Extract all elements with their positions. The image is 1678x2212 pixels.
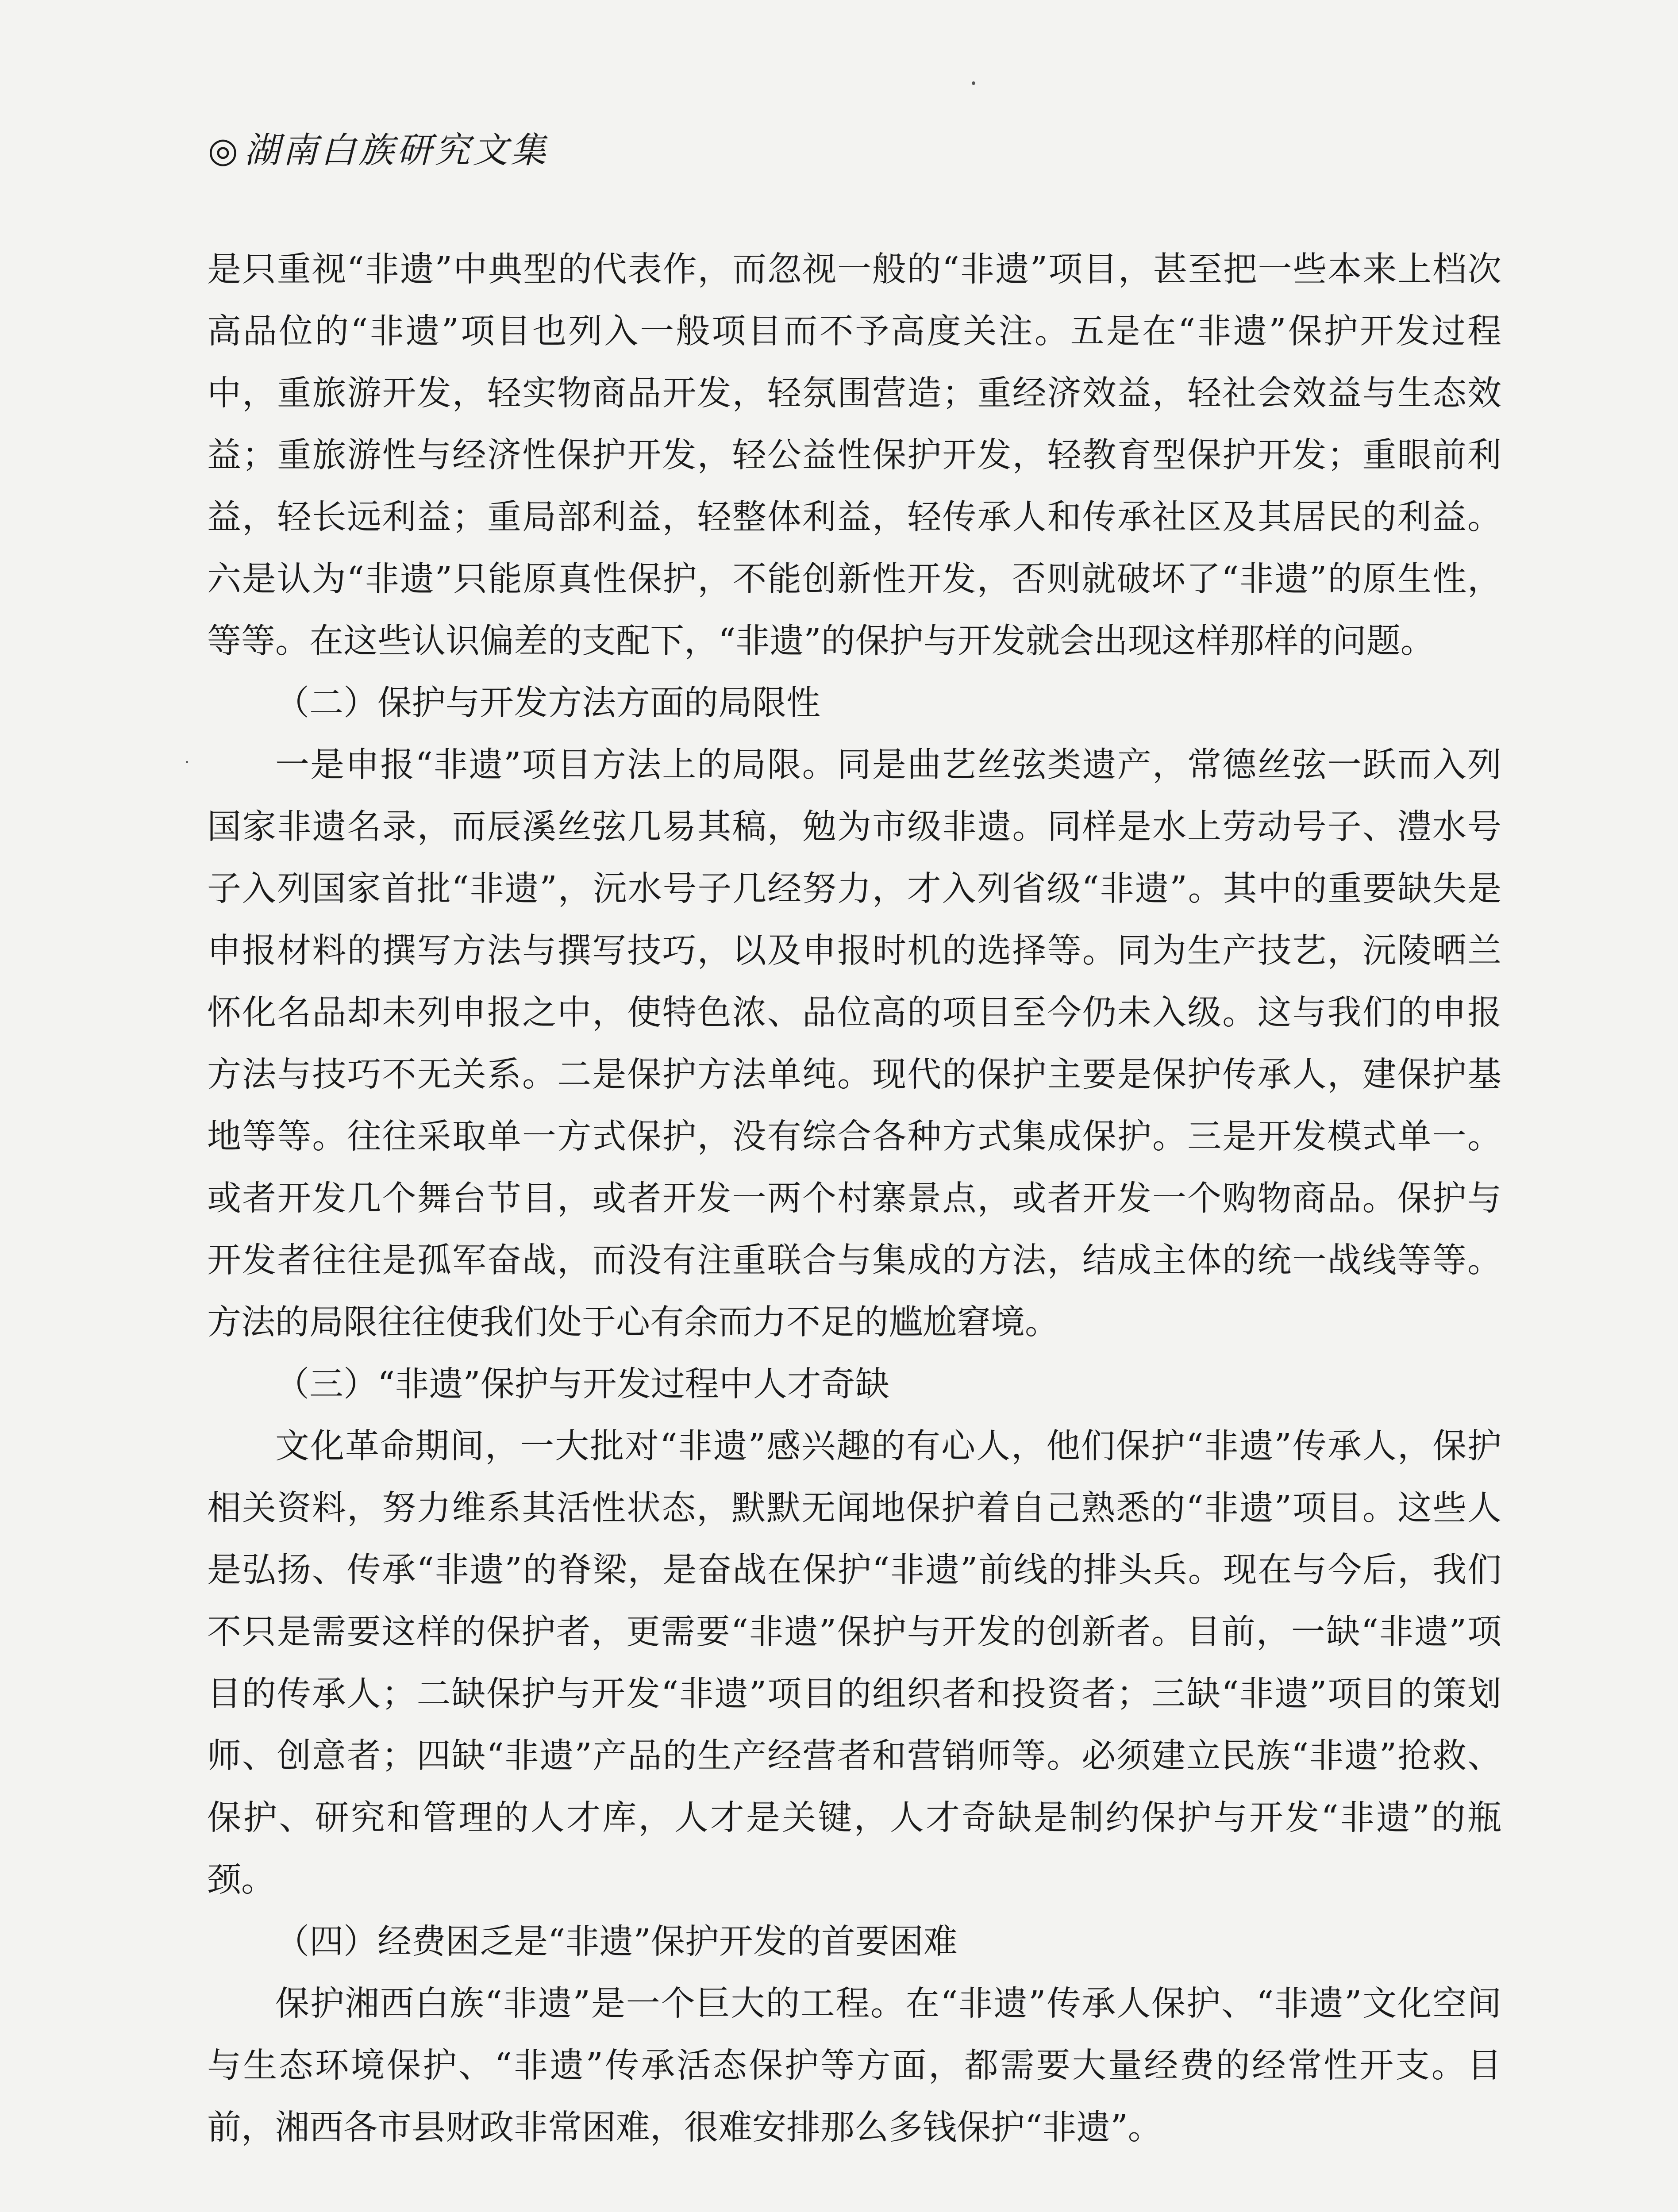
scan-speck [186,761,188,763]
running-header [208,130,549,171]
section-heading: （三）“非遗”保护与开发过程中人才奇缺 [275,1365,889,1404]
section-heading: （四）经费困乏是“非遗”保护开发的首要困难 [275,1922,958,1962]
body-text [207,239,1501,2159]
paragraph: 保护湘西白族“非遗”是一个巨大的工程。在“非遗”传承人保护、“非遗”文化空间与生态环境保护、“非遗”传承活态保护等方面，都需要大量经费的经常性开支。目前，湘西各市县财政非常困难，很难安排那么多钱保护“非遗”。 [207,1984,1501,2147]
paragraph: 文化革命期间，一大批对“非遗”感兴趣的有心人，他们保护“非遗”传承人，保护相关资料，努力维系其活性状态，默默无闻地保护着自己熟悉的“非遗”项目。这些人是弘扬、传承“非遗”的脊梁，是奋战在保护“非遗”前线的排头兵。现在与今后，我们不只是需要这样的保护者，更需要“非遗”保护与开发的创新者。目前，一缺“非遗”项目的传承人；二缺保护与开发“非遗”项目的组织者和投资者；三缺“非遗”项目的策划师、创意者；四缺“非遗”产品的生产经营者和营销师等。必须建立民族“非遗”抢救、保护、研究和管理的人才库，人才是关键，人才奇缺是制约保护与开发“非遗”的瓶颈。 [207,1427,1501,1900]
paragraph: 一是申报“非遗”项目方法上的局限。同是曲艺丝弦类遗产，常德丝弦一跃而入列国家非遗名录，而辰溪丝弦几易其稿，勉为市级非遗。同样是水上劳动号子、澧水号子入列国家首批“非遗”，沅水号子几经努力，才入列省级“非遗”。其中的重要缺失是申报材料的撰写方法与撰写技巧，以及申报时机的选择等。同为生产技艺，沅陵晒兰怀化名品却未列申报之中，使特色浓、品位高的项目至今仍未入级。这与我们的申报方法与技巧不无关系。二是保护方法单纯。现代的保护主要是保护传承人，建保护基地等等。往往采取单一方式保护，没有综合各种方式集成保护。三是开发模式单一。或者开发几个舞台节目，或者开发一两个村寨景点，或者开发一个购物商品。保护与开发者往往是孤军奋战，而没有注重联合与集成的方法，结成主体的统一战线等等。方法的局限往往使我们处于心有余而力不足的尴尬窘境。 [207,745,1501,1342]
bullseye-icon: ◎ [208,131,239,170]
book-title: 湖南白族研究文集 [244,130,549,171]
section-heading: （二）保护与开发方法方面的局限性 [275,684,820,723]
paragraph: 是只重视“非遗”中典型的代表作，而忽视一般的“非遗”项目，甚至把一些本来上档次高品位的“非遗”项目也列入一般项目而不予高度关注。五是在“非遗”保护开发过程中，重旅游开发，轻实物商品开发，轻氛围营造；重经济效益，轻社会效益与生态效益；重旅游性与经济性保护开发，轻公益性保护开发，轻教育型保护开发；重眼前利益，轻长远利益；重局部利益，轻整体利益，轻传承人和传承社区及其居民的利益。六是认为“非遗”只能原真性保护，不能创新性开发，否则就破坏了“非遗”的原生性，等等。在这些认识偏差的支配下，“非遗”的保护与开发就会出现这样那样的问题。 [207,250,1501,661]
scan-speck [972,81,975,85]
